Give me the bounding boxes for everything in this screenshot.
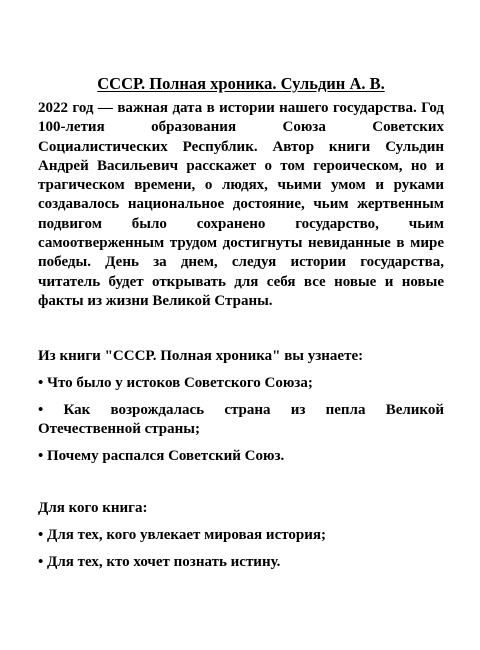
audience-section-heading: Для кого книга: <box>38 500 148 517</box>
intro-paragraph: 2022 год — важная дата в истории нашего государства. Год 100-летия образования Союза Советских Социалистических Республик. Автор книги Сульдин Андрей Васильевич расскажет о том героическом, но и трагическом времени, о людях, чьими умом и руками создавалось национальное достояние, чьим жертвенным подвигом было сохранено государство, чьим самоотверженным трудом достигнуты невиданные в мире победы. День за днем, следуя истории государства, читатель будет открывать для себя все новые и новые факты из жизни Великой Страны. <box>38 100 444 309</box>
audience-list-item: • Для тех, кого увлекает мировая история; <box>38 527 326 544</box>
document-page <box>38 74 444 580</box>
learn-section <box>38 347 444 466</box>
audience-section <box>38 499 444 572</box>
learn-list-item: • Почему распался Советский Союз. <box>38 448 285 465</box>
learn-list-item: • Как возрождалась страна из пепла Великой Отечественной страны; <box>38 402 444 438</box>
audience-list-item: • Для тех, кто хочет познать истину. <box>38 554 281 571</box>
document-title: СССР. Полная хроника. Сульдин А. В. <box>97 74 385 93</box>
learn-list-item: • Что было у истоков Советского Союза; <box>38 375 313 392</box>
learn-section-heading: Из книги "СССР. Полная хроника" вы узнаете: <box>38 348 364 365</box>
